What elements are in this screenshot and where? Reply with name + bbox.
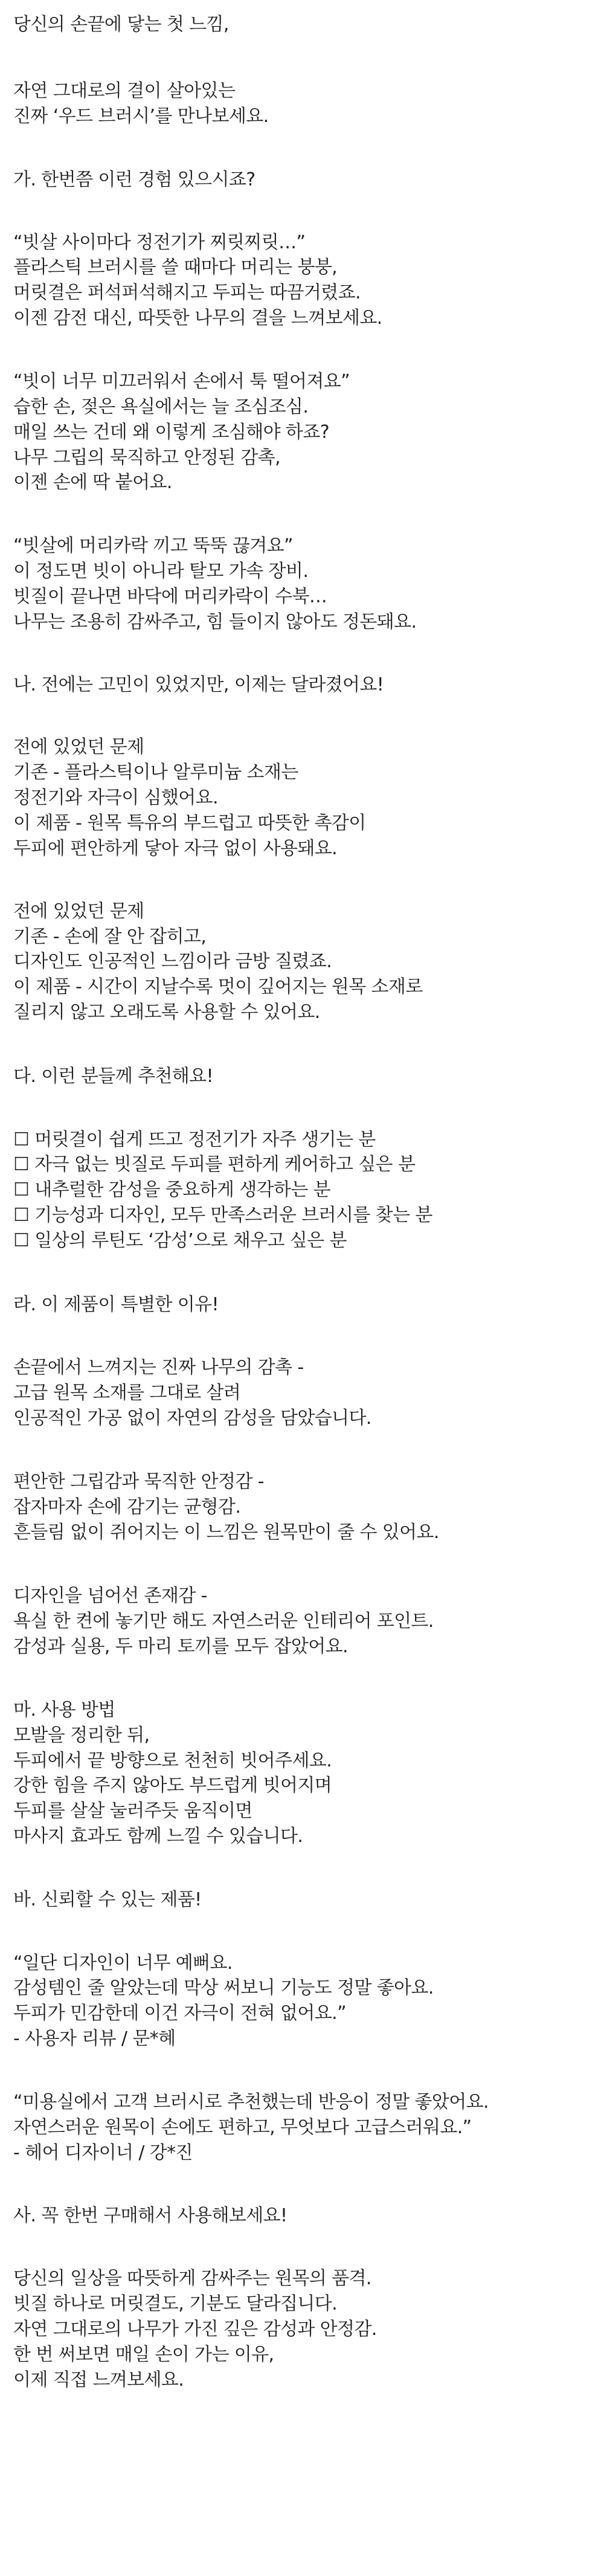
text-line: 이 제품 - 원목 특유의 부드럽고 따뜻한 촉감이 (13, 813, 366, 834)
text-line: 디자인을 넘어선 존재감 - (13, 1585, 207, 1606)
text-line: 나. 전에는 고민이 있었지만, 이제는 달라졌어요! (13, 674, 384, 695)
text-line: 디자인도 인공적인 느낌이라 금방 질렸죠. (13, 951, 332, 972)
text-line: 나무 그립의 묵직하고 안정된 감촉, (13, 447, 281, 468)
text-line: 라. 이 제품이 특별한 이유! (13, 1294, 219, 1315)
text-line: “빗이 너무 미끄러워서 손에서 툭 떨어져요” (13, 371, 350, 392)
text-line: 마사지 효과도 함께 느낄 수 있습니다. (13, 1826, 303, 1847)
text-line: ☐ 자극 없는 빗질로 두피를 편하게 케어하고 싶은 분 (13, 1154, 416, 1175)
text-line: 두피가 민감한데 이건 자극이 전혀 없어요.” (13, 2003, 347, 2024)
text-line: 당신의 일상을 따뜻하게 감싸주는 원목의 품격. (13, 2268, 371, 2289)
text-line: ☐ 내추럴한 감성을 중요하게 생각하는 분 (13, 1179, 331, 1200)
text-line: 자연 그대로의 나무가 가진 깊은 감성과 안정감. (13, 2319, 377, 2340)
text-line: ☐ 머릿결이 쉽게 뜨고 정전기가 자주 생기는 분 (13, 1129, 376, 1150)
text-line: - 사용자 리뷰 / 문*혜 (13, 2028, 176, 2049)
text-line: 빗질 하나로 머릿결도, 기분도 달라집니다. (13, 2293, 338, 2314)
text-line: 두피에서 끝 방향으로 천천히 빗어주세요. (13, 1750, 332, 1771)
text-line: 사. 꼭 한번 구매해서 사용해보세요! (13, 2205, 288, 2226)
text-line: 고급 원목 소재를 그대로 살려 (13, 1382, 241, 1403)
text-line: 감성템인 줄 알았는데 막상 써보니 기능도 정말 좋아요. (13, 1977, 434, 1998)
text-line: 마. 사용 방법 (13, 1699, 115, 1721)
text-line: 두피에 편안하게 닿아 자극 없이 사용돼요. (13, 838, 338, 859)
text-line: 전에 있었던 문제 (13, 901, 144, 922)
text-line: 편안한 그립감과 묵직한 안정감 - (13, 1471, 264, 1492)
text-line: 욕실 한 켠에 놓기만 해도 자연스러운 인테리어 포인트. (13, 1611, 434, 1632)
text-line: 한 번 써보면 매일 손이 가는 이유, (13, 2344, 274, 2365)
text-line: 질리지 않고 오래도록 사용할 수 있어요. (13, 1002, 320, 1023)
text-line: 인공적인 가공 없이 자연의 감성을 담았습니다. (13, 1408, 371, 1429)
text-line: ☐ 일상의 루틴도 ‘감성’으로 채우고 싶은 분 (13, 1230, 347, 1251)
text-line: 머릿결은 퍼석퍼석해지고 두피는 따끔거렸죠. (13, 282, 361, 303)
text-line: 다. 이런 분들께 추천해요! (13, 1066, 213, 1087)
text-line: “빗살 사이마다 정전기가 찌릿찌릿…” (13, 232, 306, 253)
text-line: “빗살에 머리카락 끼고 뚝뚝 끊겨요” (13, 535, 293, 556)
text-line: 흔들림 없이 쥐어지는 이 느낌은 원목만이 줄 수 있어요. (13, 1522, 439, 1543)
text-line: 기존 - 플라스틱이나 알루미늄 소재는 (13, 762, 298, 783)
text-line: 기존 - 손에 잘 안 잡히고, (13, 926, 207, 947)
text-line: 습한 손, 젖은 욕실에서는 늘 조심조심. (13, 396, 309, 417)
text-line: 진짜 ‘우드 브러시’를 만나보세요. (13, 106, 269, 127)
text-line: 모발을 정리한 뒤, (13, 1725, 150, 1746)
text-line: 감성과 실용, 두 마리 토끼를 모두 잡았어요. (13, 1636, 348, 1657)
text-line: 빗질이 끝나면 바닥에 머리카락이 수북… (13, 586, 327, 607)
text-line: 자연스러운 원목이 손에도 편하고, 무엇보다 고급스러워요.” (13, 2117, 472, 2138)
text-line: 정전기와 자극이 심했어요. (13, 787, 218, 808)
text-line: 강한 힘을 주지 않아도 부드럽게 빗어지며 (13, 1775, 332, 1796)
text-line: ☐ 기능성과 디자인, 모두 만족스러운 브러시를 찾는 분 (13, 1205, 432, 1226)
text-line: 전에 있었던 문제 (13, 736, 144, 758)
text-line: 바. 신뢰할 수 있는 제품! (13, 1889, 202, 1910)
text-line: 이젠 감전 대신, 따뜻한 나무의 결을 느껴보세요. (13, 308, 382, 329)
text-line: 잡자마자 손에 감기는 균형감. (13, 1496, 241, 1518)
text-line: 나무는 조용히 감싸주고, 힘 들이지 않아도 정돈돼요. (13, 611, 417, 633)
text-line: 이 제품 - 시간이 지날수록 멋이 깊어지는 원목 소재로 (13, 976, 423, 997)
text-line: 이젠 손에 딱 붙어요. (13, 472, 172, 493)
text-line: 가. 한번쯤 이런 경험 있으시죠? (13, 169, 255, 190)
text-line: 당신의 손끝에 닿는 첫 느낌, (13, 14, 229, 35)
text-line: 매일 쓰는 건데 왜 이렇게 조심해야 하죠? (13, 422, 330, 443)
text-line: - 헤어 디자이너 / 강*진 (13, 2142, 193, 2163)
text-line: 자연 그대로의 결이 살아있는 (13, 80, 236, 101)
text-line: 이 정도면 빗이 아니라 탈모 가속 장비. (13, 561, 309, 582)
text-line: “미용실에서 고객 브러시로 추천했는데 반응이 정말 좋았어요. (13, 2091, 489, 2113)
text-line: 이제 직접 느껴보세요. (13, 2369, 184, 2391)
text-line: 두피를 살살 눌러주듯 움직이면 (13, 1800, 252, 1821)
text-line: “일단 디자인이 너무 예뻐요. (13, 1953, 233, 1974)
text-line: 플라스틱 브러시를 쓸 때마다 머리는 붕붕, (13, 257, 338, 278)
text-line: 손끝에서 느껴지는 진짜 나무의 감촉 - (13, 1357, 304, 1378)
